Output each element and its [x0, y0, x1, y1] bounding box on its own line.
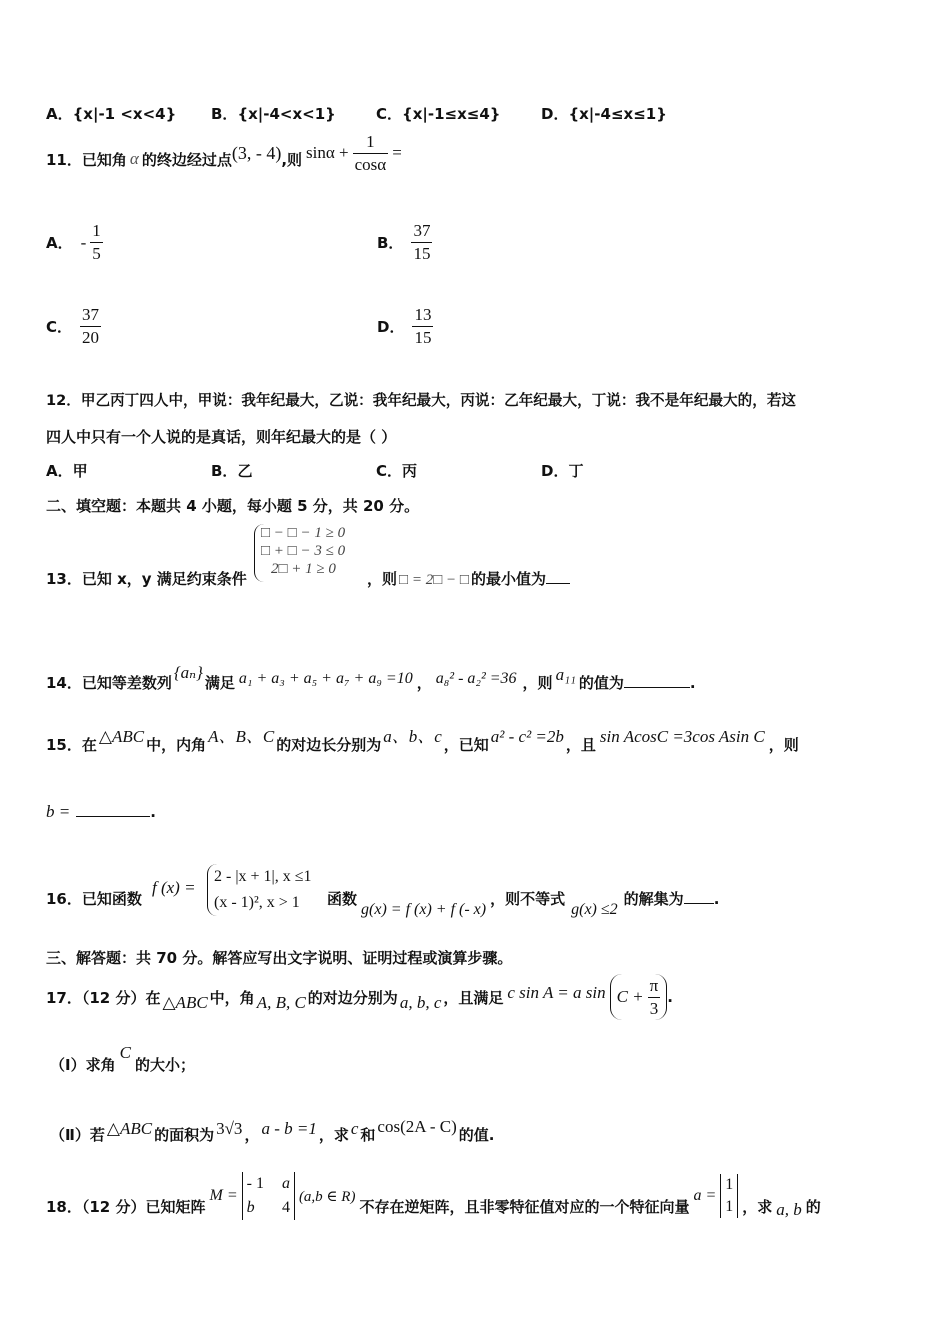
- q10-option-b: B．{x|-4<x<1}: [211, 105, 336, 123]
- q12-option-a: A．甲: [46, 462, 88, 480]
- q17-part2: （Ⅱ）若 △ABC 的面积为 3√3 ， a - b =1 ，求 c 和 cos(2A - C) 的值.: [50, 1117, 495, 1144]
- q14-stem: 14．已知等差数列 {aₙ} 满足 a₁ + a₃ + a₅ + a₇ + a₉ =10 ， a₈² - a₂² =36 ，则 a₁₁ 的值为 .: [46, 663, 696, 692]
- q10-option-c: C．{x|-1≤x≤4}: [376, 105, 501, 123]
- q11-fraction: $\frac{1}{\cos\alpha}$: [354, 131, 387, 174]
- q16-fx: f (x) =: [152, 878, 196, 897]
- q10-option-d: D．{x|-4≤x≤1}: [541, 105, 667, 123]
- q17-part1: （Ⅰ）求角 C 的大小；: [50, 1043, 195, 1074]
- q16-answer-blank[interactable]: [684, 889, 714, 904]
- q10-option-a: A．{x|-1 <x<4}: [46, 105, 177, 123]
- q11-option-b: B． $\frac{37}{15}$: [377, 221, 431, 263]
- q15-stem: 15．在 △ABC 中，内角 A、B、C 的对边长分别为 a、b、c ，已知 a² - c² =2b ，且 sin AcosC =3cos Asin C ，则: [46, 727, 799, 754]
- q11-stem: 11．已知角 α 的终边经过点 (3, - 4) ,则 sinα + $\frac{1}{\cos\alpha}$ =: [46, 131, 402, 174]
- q11-option-d: D． $\frac{13}{15}$: [377, 305, 432, 347]
- q12-option-b: B．乙: [211, 462, 253, 480]
- section-2-heading: 二、填空题：本题共 4 小题，每小题 5 分，共 20 分。: [46, 497, 420, 515]
- q17-stem: 17．（12 分）在 △ABC 中，角 A, B, C 的对边分别为 a, b, c ，且满足 c sin A = a sin C + $\frac{\pi}{3}$ .: [46, 972, 673, 1022]
- q17-paren-group: C + $\frac{\pi}{3}$: [610, 974, 668, 1020]
- q18-vector-a: 1 1: [720, 1174, 738, 1218]
- q14-answer-blank[interactable]: [624, 673, 690, 688]
- q13-answer-blank[interactable]: [546, 569, 570, 584]
- q12-option-d: D．丁: [541, 462, 584, 480]
- q15-answer-line: b = .: [46, 802, 156, 821]
- q12-option-c: C．丙: [376, 462, 418, 480]
- q11-option-c: C． $\frac{37}{20}$: [46, 305, 100, 347]
- q18-stem: 18．（12 分）已知矩阵 M = - 1 a b 4 (a,b ∈ R) 不存在逆矩阵，且非零特征值对应的一个特征向量 a = 1 1 ，求 a, b 的: [46, 1168, 821, 1224]
- q12-line2: 四人中只有一个人说的是真话，则年纪最大的是（ ）: [46, 428, 397, 446]
- q15-answer-blank[interactable]: [76, 802, 150, 817]
- q13-objective: ，则 □ = 2□ − □ 的最小值为: [367, 568, 570, 589]
- q13-stem: 13．已知 x，y 满足约束条件: [46, 570, 247, 588]
- q18-matrix-m: - 1 a b 4: [242, 1172, 295, 1220]
- q11-option-a: A． - $\frac{1}{5}$: [46, 221, 101, 263]
- q16-rest: 函数 g(x) = f (x) + f (- x) ，则不等式 g(x) ≤2 的解集为 .: [327, 890, 720, 918]
- q16-piecewise: 2 - |x + 1|, x ≤1 (x - 1)², x > 1: [207, 864, 312, 916]
- section-3-heading: 三、解答题：共 70 分。解答应写出文字说明、证明过程或演算步骤。: [46, 949, 513, 967]
- q16-prefix: 16．已知函数: [46, 890, 142, 908]
- q13-constraint-system: □ − □ − 1 ≥ 0 □ + □ − 3 ≤ 0 2□ + 1 ≥ 0: [254, 524, 375, 582]
- q12-line1: 12．甲乙丙丁四人中，甲说：我年纪最大，乙说：我年纪最大，丙说：乙年纪最大，丁说：我不是年纪最大的，若这: [46, 392, 797, 409]
